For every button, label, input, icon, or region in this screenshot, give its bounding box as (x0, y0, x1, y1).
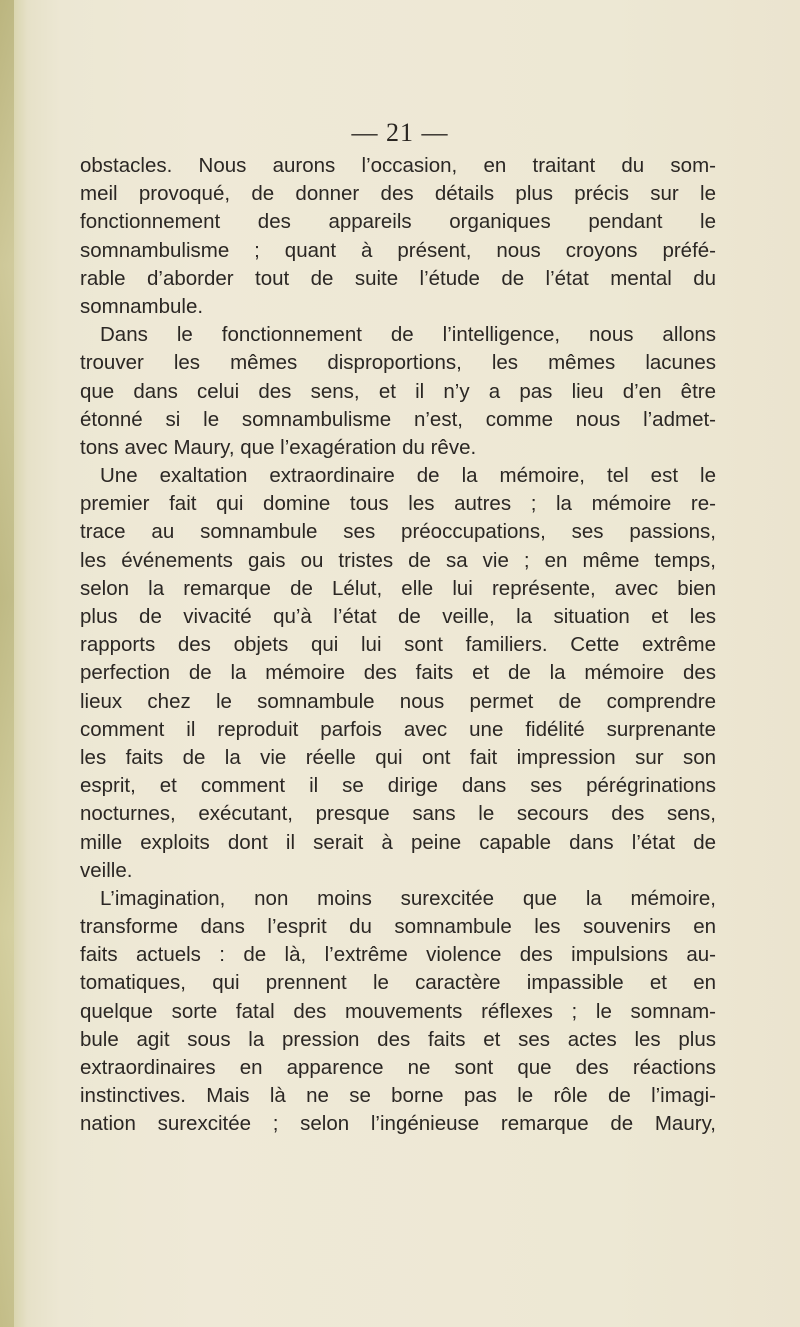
text-line: tons avec Maury, que l’exagération du rêve. (80, 435, 477, 459)
text-line: rapports des objets qui lui sont familiers. Cette extrême (80, 633, 716, 657)
text-line: somnambulisme ; quant à présent, nous croyons préfé- (80, 238, 716, 262)
text-line: premier fait qui domine tous les autres ; la mémoire re- (80, 492, 716, 516)
paragraph (80, 152, 716, 321)
paragraph (80, 462, 716, 885)
text-line: perfection de la mémoire des faits et de la mémoire des (80, 661, 716, 685)
text-line: bule agit sous la pression des faits et ses actes les plus (80, 1027, 716, 1051)
text-line: extraordinaires en apparence ne sont que des réactions (80, 1056, 716, 1079)
text-line: esprit, et comment il se dirige dans ses pérégrinations (80, 774, 716, 798)
text-line: Dans le fonctionnement de l’intelligence, nous allons (100, 323, 716, 347)
text-line: tomatiques, qui prennent le caractère impassible et en (80, 971, 716, 995)
paragraph (80, 321, 716, 462)
text-line: rable d’aborder tout de suite l’étude de l’état mental du (80, 266, 716, 290)
text-line: plus de vivacité qu’à l’état de veille, la situation et les (80, 605, 716, 628)
text-line: somnambule. (80, 294, 204, 318)
text-line: nation surexcitée ; selon l’ingénieuse remarque de Maury, (80, 1112, 716, 1136)
page-binding-edge (0, 0, 14, 1327)
text-line: faits actuels : de là, l’extrême violence des impulsions au- (80, 943, 716, 967)
text-line: fonctionnement des appareils organiques pendant le (80, 210, 716, 234)
text-line: nocturnes, exécutant, presque sans le secours des sens, (80, 802, 716, 826)
text-line: transforme dans l’esprit du somnambule les souvenirs en (80, 915, 716, 939)
text-line: veille. (80, 858, 133, 882)
text-line: les événements gais ou tristes de sa vie ; en même temps, (80, 548, 716, 572)
text-line: L’imagination, non moins surexcitée que la mémoire, (100, 886, 716, 910)
text-line: Une exaltation extraordinaire de la mémoire, tel est le (100, 464, 716, 488)
text-line: trace au somnambule ses préoccupations, ses passions, (80, 520, 716, 544)
text-line: selon la remarque de Lélut, elle lui représente, avec bien (80, 576, 716, 600)
text-line: mille exploits dont il serait à peine capable dans l’état de (80, 830, 716, 854)
text-line: instinctives. Mais là ne se borne pas le rôle de l’imagi- (80, 1084, 716, 1108)
page-number: — 21 — (351, 118, 449, 147)
text-line: que dans celui des sens, et il n’y a pas lieu d’en être (80, 379, 716, 403)
text-line: meil provoqué, de donner des détails plus précis sur le (80, 182, 716, 206)
text-line: étonné si le somnambulisme n’est, comme nous l’admet- (80, 407, 716, 431)
text-line: trouver les mêmes disproportions, les mêmes lacunes (80, 351, 716, 375)
text-line: lieux chez le somnambule nous permet de comprendre (80, 689, 716, 713)
body-text (80, 152, 716, 1139)
paragraph (80, 885, 716, 1139)
text-line: les faits de la vie réelle qui ont fait impression sur son (80, 745, 716, 769)
text-line: comment il reproduit parfois avec une fidélité surprenante (80, 717, 716, 741)
text-line: obstacles. Nous aurons l’occasion, en traitant du som- (80, 154, 716, 177)
text-line: quelque sorte fatal des mouvements réflexes ; le somnam- (80, 999, 716, 1023)
